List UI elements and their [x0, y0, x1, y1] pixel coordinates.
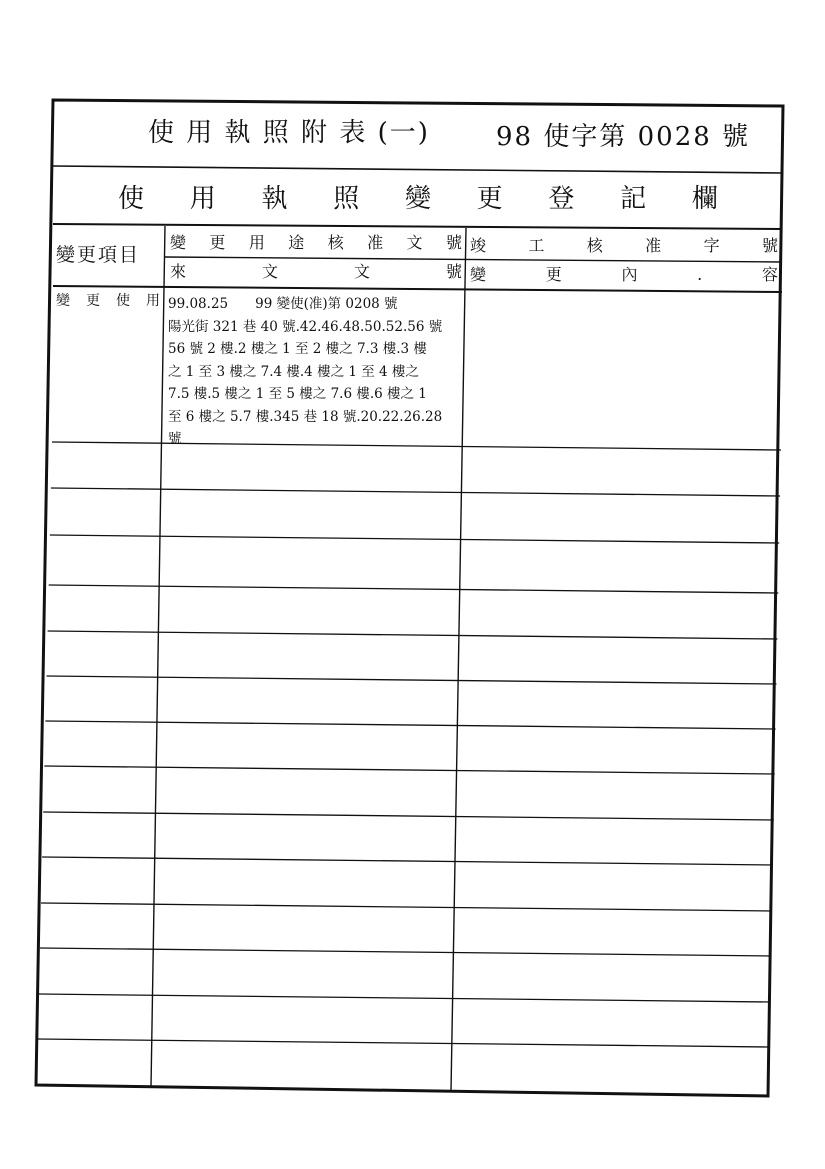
row-rule	[40, 948, 771, 956]
row-rule	[45, 721, 775, 729]
content-line: 56 號 2 樓.2 樓之 1 至 2 樓之 7.3 樓.3 樓	[168, 341, 427, 357]
license-number: 98 使字第 0028 號	[496, 122, 751, 152]
row-rule	[44, 766, 774, 774]
content-line: 至 6 樓之 5.7 樓.345 巷 18 號.20.22.26.28	[168, 408, 443, 425]
col-header-change-content: 變 更 內 . 容	[470, 265, 778, 284]
col-header-change-item: 變更項目	[56, 244, 141, 266]
document-title: 使 用 執 照 附 表 (一)	[148, 118, 430, 148]
col-header-incoming-doc: 來 文 文 號	[170, 262, 462, 281]
row-rule	[42, 857, 773, 865]
content-line: 之 1 至 3 樓之 7.4 樓.4 樓之 1 至 4 樓之	[168, 363, 419, 380]
row-rule	[49, 585, 779, 593]
col-header-approval-doc: 變 更 用 途 核 准 文 號	[170, 233, 462, 252]
row-rule	[38, 1039, 770, 1047]
row-rule	[41, 903, 772, 911]
row-rule	[48, 631, 778, 639]
row-rule	[39, 994, 770, 1002]
content-line: 號	[168, 431, 182, 447]
row-item-label: 變 更 使 用	[56, 293, 160, 309]
row-rule	[43, 812, 774, 820]
section-title: 使 用 執 照 變 更 登 記 欄	[118, 184, 718, 214]
row-change-content	[168, 293, 464, 451]
content-line: 7.5 樓.5 樓之 1 至 5 樓之 7.6 樓.6 樓之 1	[168, 386, 427, 402]
row-rule	[47, 676, 777, 684]
content-line: 陽光街 321 巷 40 號.42.46.48.50.52.56 號	[168, 318, 443, 335]
col-header-completion-approval: 竣 工 核 准 字 號	[470, 236, 778, 255]
content-line: 99.08.25 99 變使(准)第 0208 號	[168, 296, 398, 312]
